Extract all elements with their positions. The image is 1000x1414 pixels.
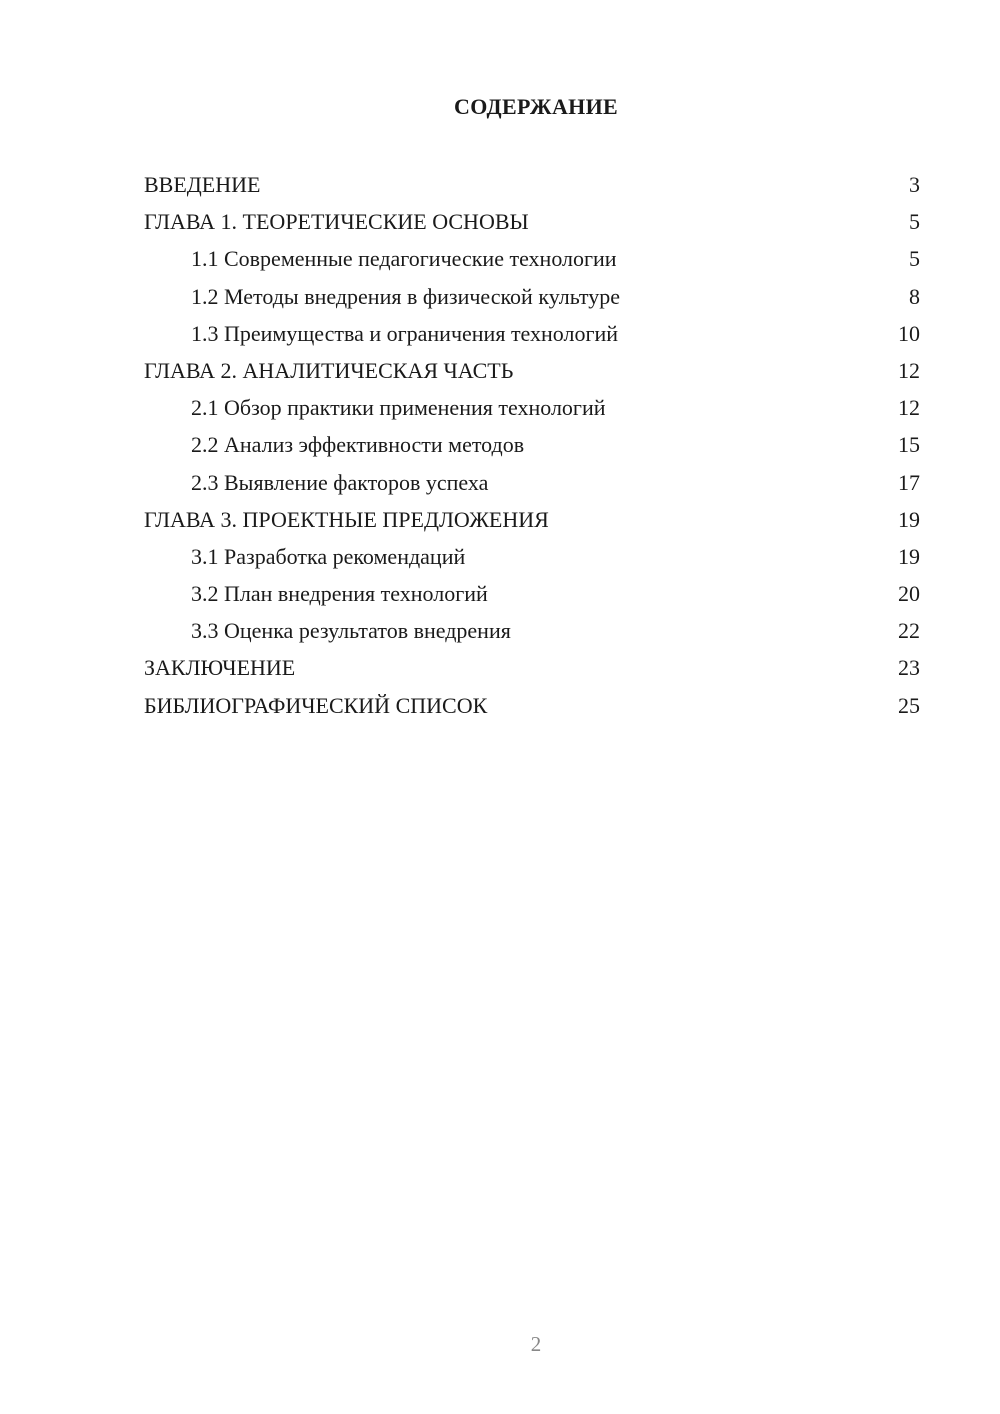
- page-number: 2: [530, 1332, 542, 1356]
- toc-entry-label: ГЛАВА 2. АНАЛИТИЧЕСКАЯ ЧАСТЬ: [144, 357, 514, 383]
- toc-entry-chapter-3[interactable]: [144, 501, 920, 538]
- toc-entry-chapter-1[interactable]: [144, 203, 920, 240]
- toc-entry-label: ГЛАВА 1. ТЕОРЕТИЧЕСКИЕ ОСНОВЫ: [144, 209, 529, 235]
- toc-entry-section-2-1[interactable]: [144, 389, 920, 426]
- toc-entry-page: 3: [909, 172, 920, 197]
- toc-entry-page: 17: [898, 469, 920, 495]
- toc-entry-page: 5: [909, 246, 920, 272]
- toc-entry-label: 2.2 Анализ эффективности методов: [191, 432, 525, 458]
- toc-entry-section-1-2[interactable]: [144, 278, 920, 315]
- toc-entry-section-1-3[interactable]: [144, 315, 920, 352]
- toc-entry-label: 2.1 Обзор практики применения технологий: [191, 395, 606, 421]
- toc-entry-page: 25: [898, 692, 920, 718]
- toc-entry-label: 1.1 Современные педагогические технологии: [191, 246, 617, 272]
- toc-entry-label: 3.1 Разработка рекомендаций: [191, 543, 466, 569]
- toc-entry-section-2-2[interactable]: [144, 426, 920, 463]
- toc-entry-page: 15: [898, 432, 920, 458]
- toc-entry-page: 10: [898, 320, 920, 346]
- toc-entry-section-1-1[interactable]: [144, 240, 920, 277]
- toc-entry-section-3-1[interactable]: [144, 538, 920, 575]
- toc-entry-section-2-3[interactable]: [144, 464, 920, 501]
- toc-entry-chapter-2[interactable]: [144, 352, 920, 389]
- toc-entry-label: ВВЕДЕНИЕ: [144, 172, 261, 197]
- page-title: СОДЕРЖАНИЕ: [454, 94, 618, 119]
- toc-entry-page: 22: [898, 618, 920, 644]
- toc-entry-page: 20: [898, 581, 920, 607]
- toc-entry-label: 3.3 Оценка результатов внедрения: [191, 618, 511, 644]
- toc-entry-section-3-2[interactable]: [144, 575, 920, 612]
- toc-entry-page: 8: [909, 283, 920, 309]
- toc-entry-page: 12: [898, 357, 920, 383]
- toc-entry-label: 2.3 Выявление факторов успеха: [191, 469, 489, 495]
- toc-entry-conclusion[interactable]: [144, 649, 920, 686]
- toc-entry-page: 23: [898, 655, 920, 681]
- toc-entry-label: ЗАКЛЮЧЕНИЕ: [144, 655, 296, 681]
- toc-entry-bibliography[interactable]: [144, 687, 920, 724]
- toc-entry-label: ГЛАВА 3. ПРОЕКТНЫЕ ПРЕДЛОЖЕНИЯ: [144, 506, 549, 532]
- toc-entry-page: 19: [898, 543, 920, 569]
- toc-entry-label: 3.2 План внедрения технологий: [191, 581, 488, 607]
- table-of-contents: [144, 166, 920, 724]
- toc-entry-section-3-3[interactable]: [144, 612, 920, 649]
- toc-entry-introduction[interactable]: [144, 166, 920, 203]
- toc-entry-page: 12: [898, 395, 920, 421]
- toc-entry-page: 5: [909, 209, 920, 235]
- toc-entry-page: 19: [898, 506, 920, 532]
- toc-entry-label: 1.3 Преимущества и ограничения технологий: [191, 320, 619, 346]
- toc-entry-label: БИБЛИОГРАФИЧЕСКИЙ СПИСОК: [144, 692, 488, 718]
- toc-entry-label: 1.2 Методы внедрения в физической культуре: [191, 283, 620, 309]
